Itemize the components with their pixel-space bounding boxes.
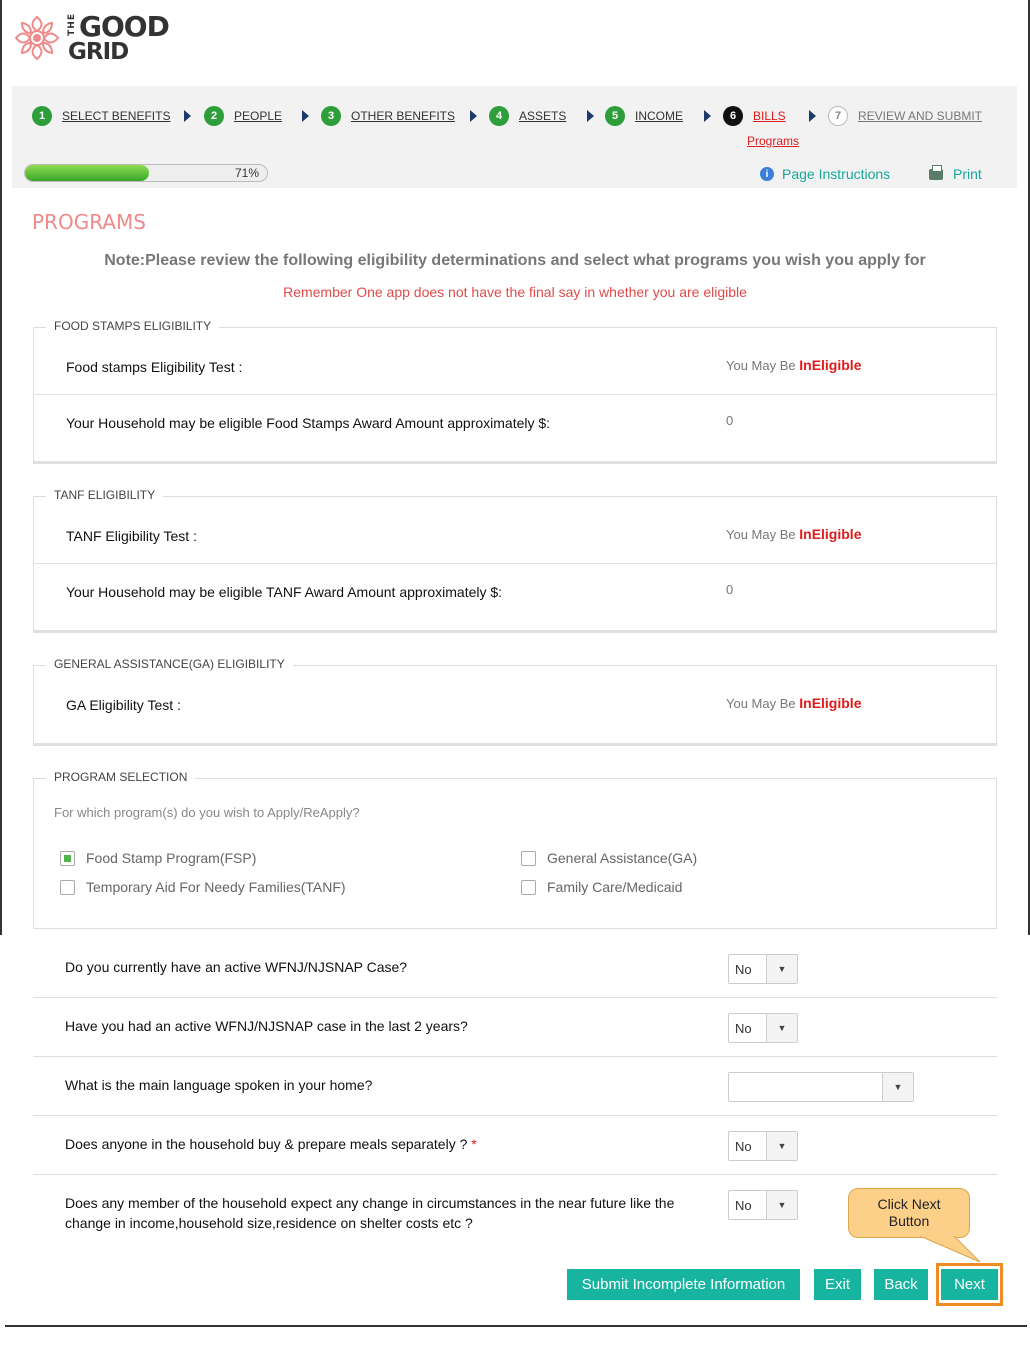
- checkbox[interactable]: [521, 851, 536, 866]
- step-number: 2: [204, 106, 224, 126]
- step-select-benefits[interactable]: [32, 106, 170, 126]
- section-legend: GENERAL ASSISTANCE(GA) ELIGIBILITY: [46, 657, 293, 671]
- submit-incomplete-button[interactable]: Submit Incomplete Information: [567, 1269, 800, 1300]
- step-bills[interactable]: [723, 106, 786, 126]
- back-button[interactable]: Back: [874, 1269, 928, 1300]
- step-label[interactable]: PEOPLE: [234, 109, 283, 123]
- checkbox-label: General Assistance(GA): [547, 850, 698, 866]
- wizard-steps: [12, 86, 1017, 158]
- program-selection-question: For which program(s) do you wish to Apply/ReApply?: [54, 805, 360, 820]
- question-text: Does anyone in the household buy & prepare meals separately ?: [65, 1136, 468, 1152]
- step-number: 6: [723, 106, 743, 126]
- question-text-line1: Does any member of the household expect any change in circumstances in the near future like the: [65, 1195, 675, 1211]
- select-value: No: [735, 1021, 752, 1036]
- info-icon: i: [760, 167, 774, 181]
- result-status: InEligible: [799, 357, 862, 373]
- logo[interactable]: [12, 8, 169, 68]
- checkbox-general-assistance[interactable]: [521, 850, 697, 866]
- checkbox-tanf-program[interactable]: [60, 879, 346, 895]
- step-income[interactable]: [605, 106, 683, 126]
- step-arrow-icon: [704, 110, 711, 122]
- page-title: PROGRAMS: [32, 210, 146, 234]
- step-arrow-icon: [587, 110, 594, 122]
- question-text-line2: change in income,household size,residence on shelter costs etc ?: [65, 1215, 473, 1231]
- step-arrow-icon: [809, 110, 816, 122]
- question-row: [33, 998, 997, 1057]
- dropdown-arrow-icon[interactable]: ▼: [766, 955, 797, 983]
- result-status: InEligible: [799, 695, 862, 711]
- eligibility-disclaimer: Remember One app does not have the final say in whether you are eligible: [283, 284, 747, 300]
- checkbox-label: Family Care/Medicaid: [547, 879, 683, 895]
- dropdown-arrow-icon[interactable]: ▼: [766, 1191, 797, 1219]
- tanf-test-label: TANF Eligibility Test :: [66, 528, 197, 544]
- meals-separately-select[interactable]: [728, 1131, 798, 1161]
- checkbox-family-care-medicaid[interactable]: [521, 879, 682, 895]
- required-mark: *: [471, 1136, 477, 1152]
- flower-logo-icon: [12, 12, 62, 64]
- section-legend: FOOD STAMPS ELIGIBILITY: [46, 319, 219, 333]
- exit-button[interactable]: Exit: [814, 1269, 861, 1300]
- checkbox[interactable]: [60, 880, 75, 895]
- select-value: No: [735, 962, 752, 977]
- frame-bottom-line: [5, 1325, 1027, 1327]
- checkbox-label: Food Stamp Program(FSP): [86, 850, 257, 866]
- step-people[interactable]: [204, 106, 282, 126]
- progress-toolbar: [12, 158, 1017, 188]
- checkbox-checked[interactable]: [60, 851, 75, 866]
- step-arrow-icon: [302, 110, 309, 122]
- change-circumstances-select[interactable]: [728, 1190, 798, 1220]
- print-label: Print: [953, 166, 982, 182]
- click-next-callout: [848, 1188, 970, 1238]
- checkbox[interactable]: [521, 880, 536, 895]
- dropdown-arrow-icon[interactable]: ▼: [766, 1014, 797, 1042]
- result-status: InEligible: [799, 526, 862, 542]
- select-value: No: [735, 1198, 752, 1213]
- dropdown-arrow-icon[interactable]: ▼: [882, 1073, 913, 1101]
- tanf-eligibility-section: [33, 488, 997, 633]
- callout-line2: Button: [888, 1213, 930, 1229]
- step-arrow-icon: [470, 110, 477, 122]
- ga-eligibility-section: [33, 657, 997, 746]
- main-language-select[interactable]: [728, 1072, 914, 1102]
- food-stamps-eligibility-section: [33, 319, 997, 464]
- result-prefix: You May Be: [726, 527, 796, 542]
- active-case-select[interactable]: [728, 954, 798, 984]
- checkbox-label: Temporary Aid For Needy Families(TANF): [86, 879, 346, 895]
- question-label: Have you had an active WFNJ/NJSNAP case in the last 2 years?: [65, 1018, 468, 1034]
- step-number: 4: [489, 106, 509, 126]
- print-link[interactable]: [929, 166, 982, 182]
- step-label[interactable]: BILLS: [753, 109, 786, 123]
- food-stamps-award-value: 0: [726, 413, 734, 428]
- question-row: [33, 1057, 997, 1116]
- logo-wordmark: [67, 9, 169, 65]
- step-number: 1: [32, 106, 52, 126]
- food-stamps-test-result: [726, 357, 861, 373]
- tanf-award-value: 0: [726, 582, 734, 597]
- step-label[interactable]: SELECT BENEFITS: [62, 109, 171, 123]
- step-label[interactable]: REVIEW AND SUBMIT: [858, 109, 983, 123]
- printer-icon: [929, 169, 943, 180]
- step-number: 7: [828, 106, 848, 126]
- case-last-2-years-select[interactable]: [728, 1013, 798, 1043]
- result-prefix: You May Be: [726, 358, 796, 373]
- ga-test-label: GA Eligibility Test :: [66, 697, 181, 713]
- progress-bar: [24, 164, 268, 182]
- review-note: Note:Please review the following eligibility determinations and select what programs you wish you apply for: [104, 252, 926, 269]
- logo-good: GOOD: [79, 9, 169, 43]
- question-label: What is the main language spoken in your home?: [65, 1077, 373, 1093]
- question-row: [33, 939, 997, 998]
- question-row: [33, 1116, 997, 1175]
- step-number: 5: [605, 106, 625, 126]
- step-label[interactable]: OTHER BENEFITS: [351, 109, 456, 123]
- page-instructions-label: Page Instructions: [782, 166, 891, 182]
- program-selection-section: [33, 770, 997, 929]
- result-prefix: You May Be: [726, 696, 796, 711]
- row-divider: [34, 394, 996, 395]
- ga-test-result: [726, 695, 861, 711]
- question-label: Do you currently have an active WFNJ/NJSNAP Case?: [65, 959, 408, 975]
- logo-grid: GRID: [68, 38, 129, 65]
- dropdown-arrow-icon[interactable]: ▼: [766, 1132, 797, 1160]
- logo-the: THE: [67, 12, 77, 36]
- food-stamps-award-label: Your Household may be eligible Food Stamps Award Amount approximately $:: [66, 415, 551, 431]
- tanf-award-label: Your Household may be eligible TANF Award Amount approximately $:: [66, 584, 503, 600]
- select-value: No: [735, 1139, 752, 1154]
- next-button[interactable]: Next: [941, 1269, 998, 1300]
- step-other-benefits[interactable]: [321, 106, 455, 126]
- progress-label: 71%: [234, 166, 259, 180]
- step-review-and-submit[interactable]: [828, 106, 982, 126]
- callout-line1: Click Next: [877, 1196, 941, 1212]
- checkbox-food-stamp-program[interactable]: [60, 850, 256, 866]
- step-assets[interactable]: [489, 106, 566, 126]
- callout-pointer-icon: [918, 1236, 988, 1266]
- tanf-test-result: [726, 526, 861, 542]
- step-label[interactable]: ASSETS: [519, 109, 567, 123]
- row-divider: [34, 563, 996, 564]
- step-arrow-icon: [184, 110, 191, 122]
- section-legend: TANF ELIGIBILITY: [46, 488, 163, 502]
- section-legend: PROGRAM SELECTION: [46, 770, 195, 784]
- step-number: 3: [321, 106, 341, 126]
- food-stamps-test-label: Food stamps Eligibility Test :: [66, 359, 243, 375]
- question-label: [65, 1134, 477, 1154]
- page-instructions-link[interactable]: [760, 166, 890, 182]
- step-label[interactable]: INCOME: [635, 109, 683, 123]
- question-label: [65, 1193, 674, 1233]
- substep-programs[interactable]: Programs: [747, 134, 800, 148]
